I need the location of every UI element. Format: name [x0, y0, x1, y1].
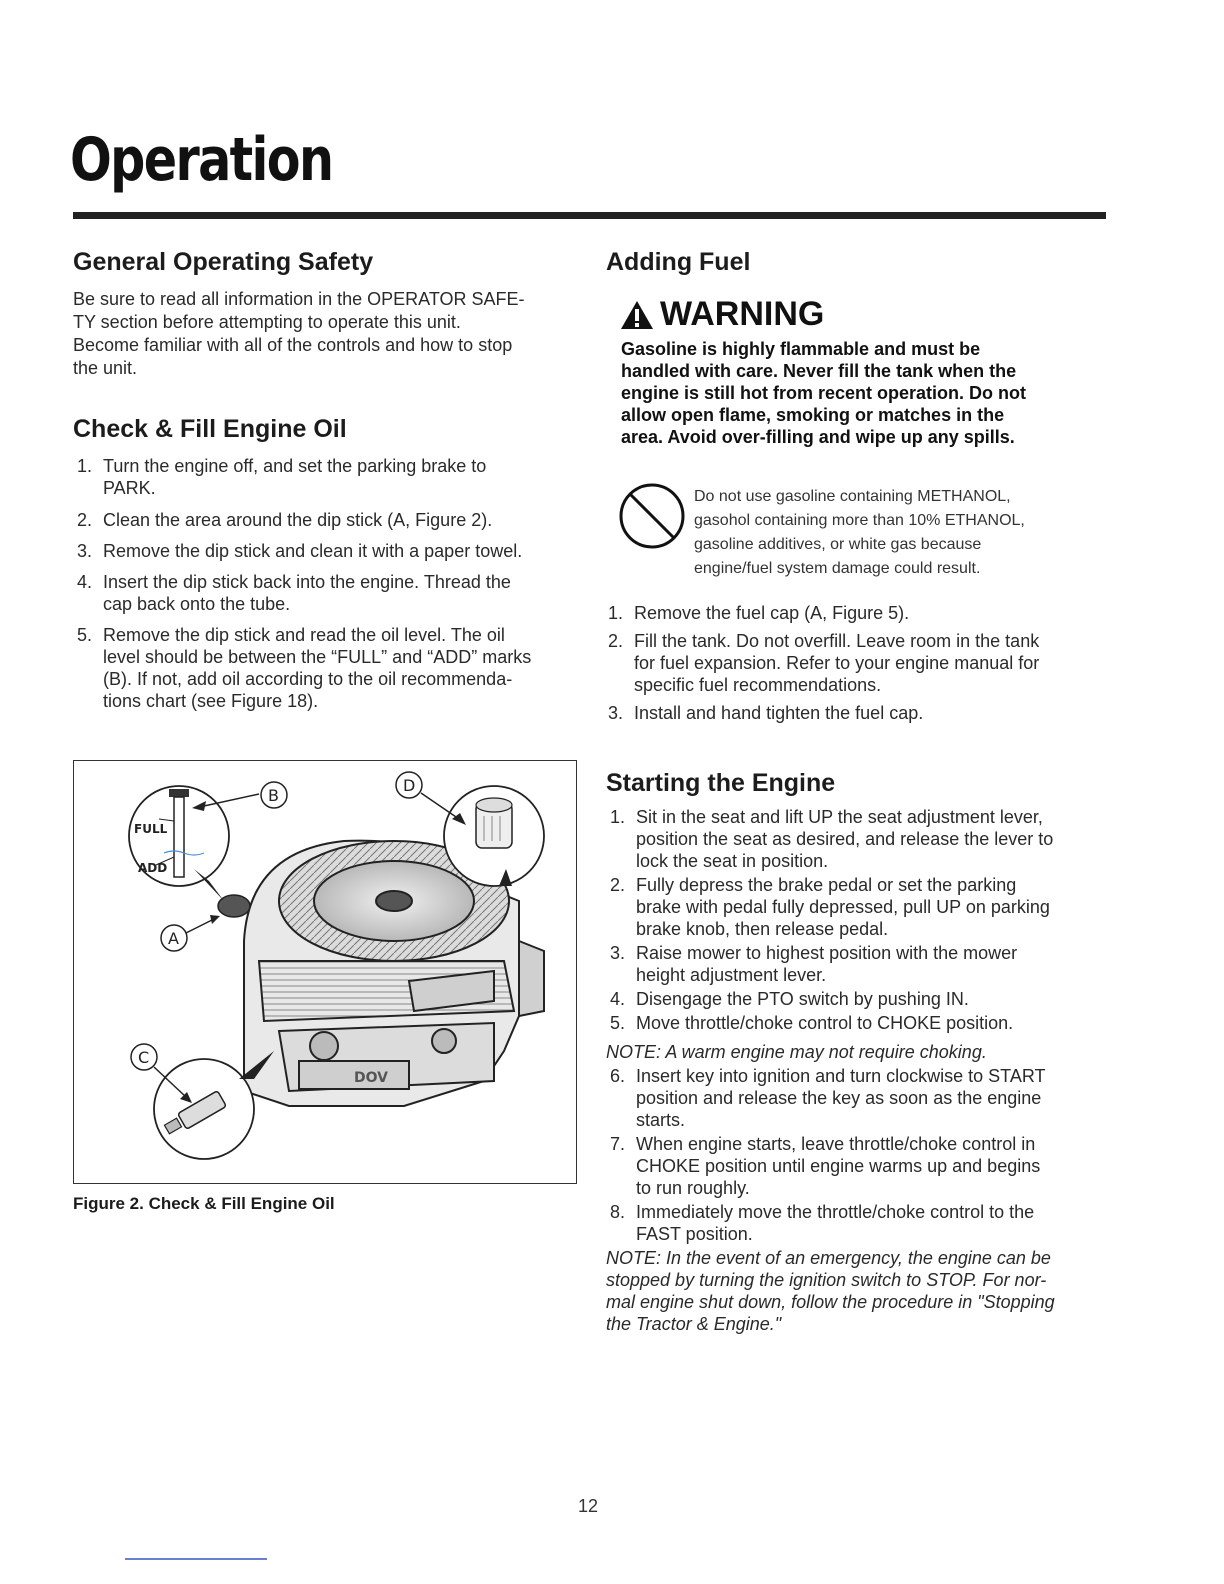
page-title: Operation: [70, 125, 333, 195]
list-item: 3. Remove the dip stick and clean it with a paper towel.: [77, 541, 523, 561]
list-item: 4. Disengage the PTO switch by pushing IN.: [610, 989, 969, 1009]
prohibited-icon: [618, 482, 686, 550]
text-line: TY section before attempting to operate this unit.: [73, 312, 461, 332]
callout-b-label: B: [268, 786, 279, 805]
adding-fuel-steps: [604, 602, 1104, 724]
text-line: Be sure to read all information in the OPERATOR SAFE-: [73, 289, 525, 309]
engine-badge: DOV: [354, 1070, 388, 1086]
starting-engine-steps-a: [606, 806, 1106, 1034]
list-item: 8. Immediately move the throttle/choke control to the FAST position.: [610, 1202, 1035, 1244]
warning-title: WARNING: [660, 295, 825, 333]
list-item: 2. Fill the tank. Do not overfill. Leave room in the tank for fuel expansion. Refer to your engine manual for specific fuel recommendations.: [608, 631, 1040, 695]
warning-text: Gasoline is highly flammable and must be handled with care. Never fill the tank when the engine is still hot from recent operation. Do not allow open flame, smoking or matches in the area. Avoid over-filling and wipe up any spills.: [621, 339, 1027, 447]
list-item: 2. Clean the area around the dip stick (A, Figure 2).: [77, 510, 493, 530]
adding-fuel-heading: Adding Fuel: [606, 248, 751, 276]
check-oil-steps: [73, 455, 583, 712]
title-rule: [73, 212, 1106, 219]
text-line: Become familiar with all of the controls and how to stop: [73, 335, 513, 355]
callout-c-label: C: [138, 1048, 150, 1067]
oil-filter-inset: [444, 786, 544, 886]
list-item: 1. Remove the fuel cap (A, Figure 5).: [608, 603, 910, 623]
list-item: 3. Raise mower to highest position with the mower height adjustment lever.: [610, 943, 1018, 985]
list-item: 1. Sit in the seat and lift UP the seat adjustment lever, position the seat as desired, and release the lever to lock the seat in position.: [610, 807, 1054, 871]
warning-icon: [620, 300, 654, 330]
list-item: 4. Insert the dip stick back into the engine. Thread the cap back onto the tube.: [77, 572, 511, 614]
callout-a-label: A: [168, 929, 179, 948]
general-safety-text: [73, 288, 583, 380]
list-item: 6. Insert key into ignition and turn clockwise to START position and release the key as soon as the engine starts.: [610, 1066, 1046, 1130]
starting-engine-steps-b: [606, 1065, 1106, 1245]
engine-illustration: [74, 761, 575, 1182]
list-item: 3. Install and hand tighten the fuel cap.: [608, 703, 924, 723]
list-item: 7. When engine starts, leave throttle/choke control in CHOKE position until engine warms up and begins to run roughly.: [610, 1134, 1041, 1198]
drain-plug-inset: [154, 1059, 254, 1159]
list-item: 2. Fully depress the brake pedal or set the parking brake with pedal fully depressed, pull UP on parking brake knob, then release pedal.: [610, 875, 1050, 939]
prohibit-note: Do not use gasoline containing METHANOL, gasohol containing more than 10% ETHANOL, gasoline additives, or white gas because engine/fuel system damage could result.: [694, 488, 1025, 577]
footer-line: [125, 1558, 267, 1560]
general-safety-heading: General Operating Safety: [73, 248, 374, 276]
list-item: 5. Remove the dip stick and read the oil level. The oil level should be between the “FULL” and “ADD” marks (B). If not, add oil according to the oil recommenda- tions chart (see Figure 18).: [77, 625, 532, 711]
starting-engine-heading: Starting the Engine: [606, 769, 836, 797]
list-item: 5. Move throttle/choke control to CHOKE position.: [610, 1013, 1014, 1033]
full-label: FULL: [134, 822, 168, 836]
add-label: ADD: [138, 861, 168, 875]
page-number: 12: [578, 1496, 599, 1516]
check-oil-heading: Check & Fill Engine Oil: [73, 415, 347, 443]
callout-d-label: D: [403, 776, 416, 795]
figure-2: [73, 760, 577, 1184]
text-line: the unit.: [73, 358, 138, 378]
list-item: 1. Turn the engine off, and set the parking brake to PARK.: [77, 456, 487, 498]
figure-caption: Figure 2. Check & Fill Engine Oil: [73, 1194, 335, 1213]
note-emergency: NOTE: In the event of an emergency, the engine can be stopped by turning the ignition switch to STOP. For nor- mal engine shut down, follow the procedure in "Stopping the Tractor & Engine.": [606, 1248, 1055, 1334]
note-warm-engine: NOTE: A warm engine may not require choking.: [606, 1042, 987, 1062]
